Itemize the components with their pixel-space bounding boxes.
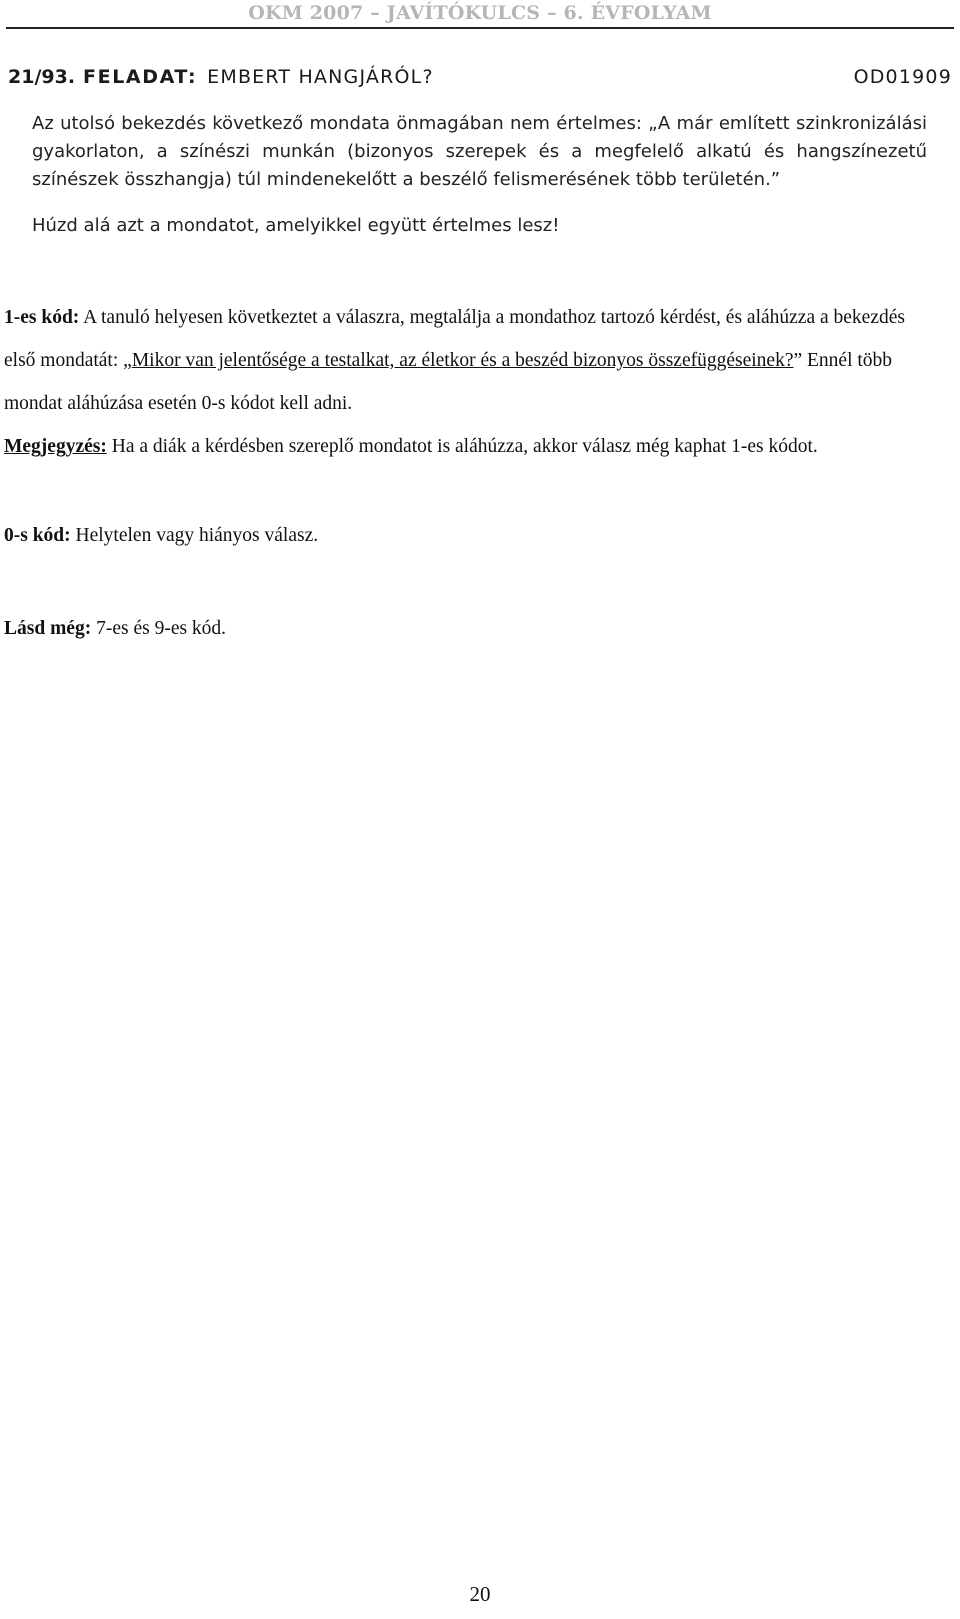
code1-text-before: A tanuló helyesen következtet a válaszra, megtalálja a mondathoz tartozó kérdést, és aláhúzza a bekezdés első mondatát: „ xyxy=(4,307,905,371)
task-code: OD01909 xyxy=(853,66,952,88)
header-rule xyxy=(6,27,954,29)
note-text: Ha a diák a kérdésben szereplő mondatot is aláhúzza, akkor válasz még kaphat 1-es kódot. xyxy=(106,436,818,457)
see-also-label: Lásd még: xyxy=(4,618,92,639)
code1-paragraph xyxy=(4,296,934,425)
task-instruction: Húzd alá azt a mondatot, amelyikkel együtt értelmes lesz! xyxy=(32,215,560,236)
code0-paragraph xyxy=(4,514,934,557)
task-number: 21/93. xyxy=(8,66,76,88)
scoring-guide xyxy=(4,296,934,650)
code1-label: 1-es kód: xyxy=(4,307,80,328)
code0-text: Helytelen vagy hiányos válasz. xyxy=(70,525,319,546)
code1-text-after: ” Ennél több mondat aláhúzása esetén 0-s kódot kell adni. xyxy=(4,350,893,414)
note-label: Megjegyzés: xyxy=(4,436,107,457)
see-also-text: 7-es és 9-es kód. xyxy=(91,618,227,639)
note-paragraph xyxy=(4,425,934,468)
task-text: Az utolsó bekezdés következő mondata önmagában nem értelmes: „A már említett szinkronizálási gyakorlaton, a színészi munkán (bizonyos szerepek és a megfelelő alkatú és hangszínezetű színészek összhangja) túl mindenekelőtt a beszélő felismerésének több területén.” xyxy=(32,113,927,190)
task-title: EMBERT HANGJÁRÓL? xyxy=(207,66,434,88)
running-header: OKM 2007 – JAVÍTÓKULCS – 6. ÉVFOLYAM xyxy=(248,2,712,24)
task-label: FELADAT: xyxy=(83,66,198,88)
task-heading xyxy=(8,66,952,94)
code0-label: 0-s kód: xyxy=(4,525,71,546)
page-number: 20 xyxy=(469,1582,491,1606)
code1-underlined-sentence: Mikor van jelentősége a testalkat, az életkor és a beszéd bizonyos összefüggéseinek? xyxy=(131,350,794,371)
see-also-paragraph xyxy=(4,607,934,650)
task-body xyxy=(32,110,927,240)
